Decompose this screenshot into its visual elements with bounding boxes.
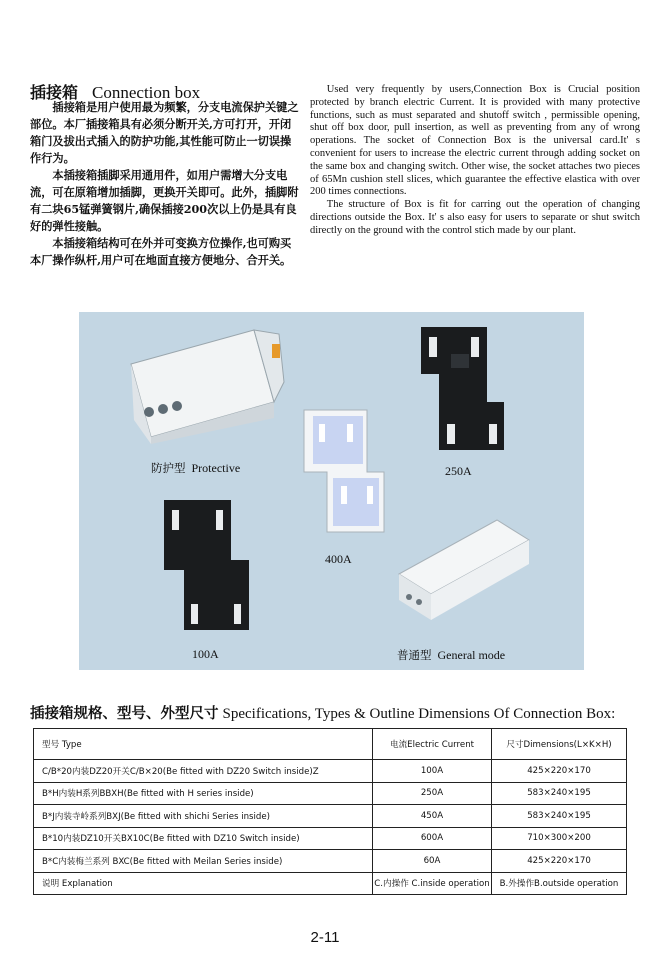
cell-dimensions: 583×240×195 — [492, 805, 627, 828]
cell-outside-operation: B.外操作B.outside operation — [492, 872, 627, 895]
cell-current: 100A — [373, 760, 492, 783]
cell-type: B*H内装H系列BBXH(Be fitted with H series inside) — [34, 782, 373, 805]
cell-explanation-label: 说明 Explanation — [34, 872, 373, 895]
cell-dimensions: 425×220×170 — [492, 760, 627, 783]
table-row — [34, 782, 627, 805]
cn-paragraph: 本插接箱插脚采用通用件，如用户需增大分支电流，可在原箱增加插脚，更换开关即可。此外，插脚附有二块65锰弹簧钢片,确保插接200次以上仍是具有良好的弹性接触。 — [30, 168, 299, 233]
spec-table — [33, 728, 627, 895]
cn-paragraph: 插接箱是用户使用最为频繁，分支电流保护关键之部位。本厂插接箱具有必须分断开关,方可打开，开闭箱门及拔出式插入的防护功能,其性能可防止一切误操作行为。 — [30, 100, 299, 165]
general-mode-box-image — [399, 520, 529, 620]
cell-current: 600A — [373, 827, 492, 850]
cell-current: 450A — [373, 805, 492, 828]
cell-type: B*10内装DZ10开关BX10C(Be fitted with DZ10 Switch inside) — [34, 827, 373, 850]
spec-heading-cn: 插接箱规格、型号、外型尺寸 — [30, 705, 219, 722]
cell-type: B*C内装梅兰系列 BXC(Be fitted with Meilan Series inside) — [34, 850, 373, 873]
english-description — [310, 84, 640, 238]
cell-current: 250A — [373, 782, 492, 805]
caption-100a: 100A — [192, 647, 219, 661]
cell-dimensions: 710×300×200 — [492, 827, 627, 850]
en-paragraph: Used very frequently by users,Connection Box is Crucial position protected by branch electric Current. It is provided with many protective functions, such as must separated and shutoff switch , permissible opening, shut off box door, pull insertion, as well as preventing from any of wrong operations. The socket of Connection Box is the universal card.It' s convenient for users to increase the electric current through adding socket on the same box and changing switch. Other wise, the socket attaches two pieces of 65Mn cushion stell slices, which guarantee the effective elastica with over 200 times connections. — [310, 84, 640, 198]
en-paragraph: The structure of Box is fit for carring out the operation of changing directions outside the Box. It' s also easy for users to separate or shut switch directly on the ground with the control stich made by our plant. — [310, 199, 640, 236]
spec-heading-en: Specifications, Types & Outline Dimensions Of Connection Box: — [222, 706, 616, 722]
cn-paragraph: 本插接箱结构可在外并可变换方位操作,也可购买本厂操作纵杆,用户可在地面直接方便地分、合开关。 — [30, 236, 292, 267]
header-current: 电流Electric Current — [373, 729, 492, 760]
header-dimensions: 尺寸Dimensions(L×K×H) — [492, 729, 627, 760]
caption-250a: 250A — [445, 464, 472, 478]
250a-base-image — [421, 327, 504, 450]
cell-dimensions: 425×220×170 — [492, 850, 627, 873]
caption-general-mode: 普通型 General mode — [397, 648, 506, 662]
cell-inside-operation: C.内操作 C.inside operation — [373, 872, 492, 895]
caption-protective: 防护型 Protective — [151, 461, 241, 475]
cell-dimensions: 583×240×195 — [492, 782, 627, 805]
cell-type: C/B*20内装DZ20开关C/B×20(Be fitted with DZ20 Switch inside)Z — [34, 760, 373, 783]
header-type: 型号 Type — [34, 729, 373, 760]
cell-current: 60A — [373, 850, 492, 873]
protective-box-image — [131, 330, 284, 444]
table-row-explanation — [34, 872, 627, 895]
product-photos — [79, 312, 584, 670]
page-number: 2-11 — [310, 929, 340, 946]
chinese-description — [30, 99, 302, 269]
section-title-cn: 插接箱 — [30, 83, 79, 102]
product-photo-panel — [79, 312, 584, 670]
table-row — [34, 850, 627, 873]
100a-base-image — [164, 500, 249, 630]
cell-type: B*J内装寺岭系列BXJ(Be fitted with shichi Series inside) — [34, 805, 373, 828]
table-row — [34, 827, 627, 850]
table-header-row — [34, 729, 627, 760]
spec-heading — [30, 702, 615, 723]
caption-400a: 400A — [325, 552, 352, 566]
table-row — [34, 805, 627, 828]
400a-base-image — [304, 410, 384, 532]
section-title-en: Connection box — [92, 83, 201, 102]
table-row — [34, 760, 627, 783]
